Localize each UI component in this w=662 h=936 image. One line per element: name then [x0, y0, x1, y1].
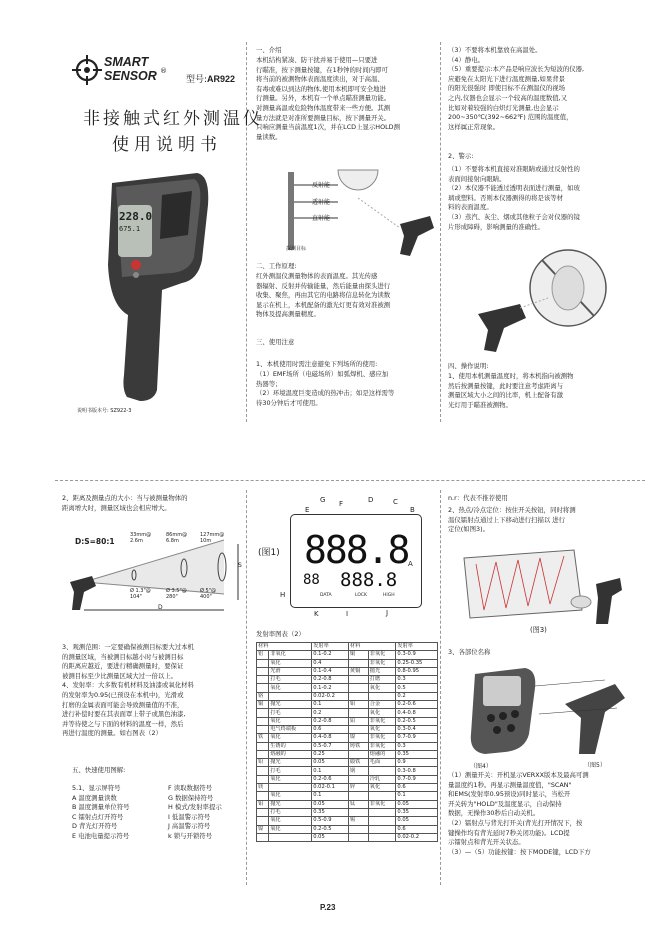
table-cell [257, 717, 269, 725]
table-cell: 0.2-0.8 [312, 717, 349, 725]
table-cell: 打毛 [269, 709, 312, 717]
table-row [257, 709, 438, 717]
spot-3: 127mm@ 10m [200, 532, 225, 544]
lcd-left-digits: 88 [303, 572, 320, 588]
transmit-label: 透射能 [312, 199, 331, 206]
table-cell: 0.02-0.2 [396, 833, 438, 841]
table-cell [348, 684, 368, 692]
table-cell: 钼 [257, 800, 269, 808]
intro-heading: 一、介绍 [256, 46, 282, 54]
table-cell: 锌 [348, 784, 368, 792]
table-cell: 镍 [348, 734, 368, 742]
table-cell: 氧化 [368, 684, 396, 692]
table-cell [257, 709, 269, 717]
caution-items: （3）不要将本机靠放在高温处。 （4）静电。 （5）重要提示:本产品是响应波长为短波的仪器, 应避免在太阳光下进行温度测量,如果背景 的阳光很强时 即使目标不在测温仪的视场 之内,仪器也会显示一个较高的温度数值,又 比如对着较强的白炽灯光测量,也会显示 200~350℃(392~662℉) 范围的温度值， 这样属正常现象。 [448, 46, 585, 131]
table-cell: 熔融的 [269, 750, 312, 758]
figure3-label: (图3) [530, 626, 547, 634]
warning-heading: 2、警示: [448, 152, 474, 160]
warning-list: （1）不要将本机直接对准眼睛或通过反射性的 表面间接射向眼睛。 （2）本仪器不能透过透明表面进行测量，如玻 璃或塑料。否则本仪器测得的将是该等材 料的表面温度。 （3）蒸汽、灰尘、烟或其他粒子会对仪器的镜 片形成障碍，影响测量的准确性。 [448, 165, 580, 231]
brand-logo [72, 55, 102, 89]
table-cell: 铜 [348, 651, 368, 659]
table-cell: 0.3 [396, 742, 438, 750]
lcd-callout-k: K [314, 610, 319, 618]
operation-heading: 四、操作说明: [448, 362, 489, 370]
table-cell [257, 808, 269, 816]
table-row [257, 742, 438, 750]
spot-5: Ø 3.5"@ 280" [166, 588, 187, 600]
brand-name-line2: SENSOR [104, 69, 157, 83]
table-cell: 氧化 [368, 784, 396, 792]
table-cell [269, 833, 312, 841]
table-cell: 抛光 [269, 701, 312, 709]
ds-ratio: D:S=80:1 [75, 537, 115, 546]
table-cell: 0.25-0.35 [396, 659, 438, 667]
table-cell [348, 808, 368, 816]
table-cell: 0.05 [312, 833, 349, 841]
table-cell: 0.1 [396, 792, 438, 800]
table-cell [348, 833, 368, 841]
table-cell: 非氧化 [368, 659, 396, 667]
column-divider [440, 42, 441, 422]
figure1-label: (图1) [258, 548, 280, 558]
table-cell [269, 692, 312, 700]
cautions-heading: 三、使用注意 [256, 338, 295, 346]
table-row [257, 684, 438, 692]
table-cell [348, 750, 368, 758]
spot-6: Ø 5"@ 400" [200, 588, 217, 600]
table-cell: 镁 [257, 784, 269, 792]
table-cell: 氧化 [269, 659, 312, 667]
lcd-lock-icon: LOCK [355, 593, 367, 598]
table-cell: 0.9 [396, 759, 438, 767]
table-cell: 氧化 [269, 684, 312, 692]
distance-text: 2、距离及测量点的大小：当与被测量物体的 距离增大时，测量区域也会相应增大。 [62, 494, 188, 512]
table-cell [368, 825, 396, 833]
table-cell [257, 676, 269, 684]
legend-right: F 读取数据符号 G 数据保持符号 H 模式/发射率提示 I 低温警示符号 J 高温警示符号 k 锁与开锁符号 [168, 784, 222, 840]
table-header-row: 材料 发射率 材料 发射率 [257, 643, 438, 651]
table-cell: 0.4-0.8 [312, 734, 349, 742]
table-cell: 0.4 [312, 659, 349, 667]
table-cell: 生锈的 [269, 742, 312, 750]
table-cell [257, 659, 269, 667]
table-cell: 0.05 [396, 800, 438, 808]
page-number: P.23 [320, 903, 336, 912]
crosshair-icon [72, 55, 102, 85]
cautions-list: （1）EMF场所（电磁场所）如弧焊机、感应加 热器等； （2）环境温度巨变造成的热冲击；如是这样需等 待30分钟后才可使用。 [256, 370, 395, 407]
lcd-callout-j: J [386, 609, 389, 617]
table-cell [257, 792, 269, 800]
table-cell: 氧化 [269, 734, 312, 742]
table-cell: 铂 [348, 717, 368, 725]
table-cell: 非氧化 [368, 800, 396, 808]
lcd-callout-a: A [408, 560, 413, 568]
table-cell: 打毛 [269, 676, 312, 684]
table-cell [348, 709, 368, 717]
table-cell: 0.2-0.6 [396, 701, 438, 709]
model-label: 型号:AR922 [186, 74, 236, 85]
table-cell: 0.1 [312, 792, 349, 800]
table-cell: 氧化 [269, 792, 312, 800]
lcd-data-icon: DATA [320, 593, 332, 598]
parts-illustration [455, 664, 635, 764]
table-cell: 0.1-0.2 [312, 651, 349, 659]
table-cell: 0.3 [396, 676, 438, 684]
spot-4: Ø 1.3"@ 104" [130, 588, 151, 600]
column-divider [440, 490, 441, 885]
table-cell: 0.2 [396, 692, 438, 700]
registered-mark: ® [160, 67, 167, 75]
table-row [257, 676, 438, 684]
table-cell: 非氧化 [368, 742, 396, 750]
quick-heading: 五、快速使用图解: [72, 766, 126, 774]
table-cell: 非氧化 [269, 651, 312, 659]
table-cell: 铜 [257, 701, 269, 709]
table-cell: 0.05 [312, 759, 349, 767]
table-cell: 氧化 [269, 817, 312, 825]
table-cell: 0.1 [312, 701, 349, 709]
legend-left: 5.1、显示屏符号 A 温度测量读数 B 温度测量单位符号 C 镭射点灯开符号 D 背光灯开符号 E 电池电量提示符号 [72, 784, 130, 840]
table-row [257, 717, 438, 725]
table-cell: 镍 [257, 825, 269, 833]
table-cell: 0.2-0.6 [312, 775, 349, 783]
table-cell [368, 833, 396, 841]
lcd-callout-f: F [339, 500, 344, 508]
table-cell: 氧化 [368, 709, 396, 717]
table-cell: 0.6 [312, 725, 349, 733]
table-cell: 0.05 [396, 817, 438, 825]
table-row [257, 701, 438, 709]
lcd-callout-i: I [346, 610, 349, 618]
doc-version: 说明书版本号: SZ922-3 [77, 408, 132, 414]
operation-body: 1、使用本机测量温度时，将本机指向被测物 然后按测量按键，此时要注意考虑距离与 测量区域大小之间的比率，机上配备有激 光灯用于瞄准被测物。 [448, 372, 574, 409]
lcd-main-digits: 888.8 [304, 528, 409, 572]
table-cell: 钼 [348, 701, 368, 709]
table-cell: 电气终端板 [269, 725, 312, 733]
lcd-callout-d: D [368, 496, 374, 504]
nr-note: n.r：代表不推荐使用 [448, 494, 508, 502]
figure5-label: （图5） [584, 762, 606, 769]
emissivity-title: 发射率图表（2） [256, 630, 305, 638]
table-cell: 0.3-0.8 [396, 767, 438, 775]
table-cell [269, 784, 312, 792]
table-cell [348, 725, 368, 733]
principle-heading: 二、工作原理: [256, 262, 297, 270]
table-cell: 0.5 [396, 684, 438, 692]
page-divider [55, 480, 645, 481]
spot-1: 33mm@ 2.6m [130, 532, 152, 544]
table-row [257, 651, 438, 659]
table-cell [368, 808, 396, 816]
table-cell: 铸铁 [348, 742, 368, 750]
column-divider [246, 42, 247, 422]
table-cell [368, 767, 396, 775]
table-cell: 0.1-0.2 [312, 684, 349, 692]
target-label: 探测目标 [286, 246, 307, 252]
table-cell: 铅 [257, 759, 269, 767]
table-cell: 钢 [348, 767, 368, 775]
lcd-callout-g: G [320, 496, 326, 504]
table-cell: 非氧化 [368, 651, 396, 659]
lcd-callout-e: E [305, 506, 310, 514]
brand-name-line1: SMART [104, 55, 149, 69]
device-reading: 228.0 [119, 210, 153, 223]
table-cell: 非氧化 [368, 734, 396, 742]
s-label: S [238, 562, 242, 569]
table-cell: 抛光 [269, 800, 312, 808]
table-row [257, 767, 438, 775]
table-cell: 冷轧 [368, 775, 396, 783]
table-cell: 0.1 [312, 767, 349, 775]
table-cell [368, 692, 396, 700]
hotcold-text: 2、热点/冷点定位：按住开关按钮，同时将测 温仪镭射点通过上下移动进行扫描以 进行 定位(如图3)。 [448, 506, 576, 534]
table-cell [257, 684, 269, 692]
table-cell: 0.2-0.8 [312, 676, 349, 684]
table-cell: 0.6 [396, 825, 438, 833]
table-cell [368, 817, 396, 825]
table-row [257, 808, 438, 816]
parts-heading: 3、各部位名称 [448, 648, 491, 656]
table-row [257, 817, 438, 825]
table-cell [348, 692, 368, 700]
table-row [257, 725, 438, 733]
principle-body: 红外测温仪测量物体的表面温度。其光传感 器辐射、反射并传输能量，然后能量由探头进行 收集、聚焦，再由其它的电路将信息转化为读数 显示在机上，本机配备的激光灯更有效对准被测 物体及提高测量精度。 [256, 272, 391, 319]
doc-subtitle: 使用说明书 [112, 135, 222, 155]
table-cell: 氧化 [269, 775, 312, 783]
table-row [257, 659, 438, 667]
table-cell: 0.7-0.9 [396, 734, 438, 742]
table-cell [257, 767, 269, 775]
table-cell: 铬 [257, 692, 269, 700]
table-cell [257, 833, 269, 841]
intro-body: 本机结构紧凑、防干扰并易于使用—只要进 行瞄准，按下测量按键，在1秒钟的时间内即可 将当前的被测物体表面温度读出，对于高温、 有毒或难以到达的物体,使用本机即可安全地进 行测量。另外，本机有一个单点瞄准测量功能。 对测量高温或危险物体温度带来一些方便。其测 量方法就是对准所要测量目标，按下测量开关。 只响应测量当前温度1次，并在LCD上显示HOLD测 量读数。 [256, 56, 400, 141]
table-cell [348, 792, 368, 800]
table-cell: 抛光 [368, 667, 396, 675]
table-cell: 0.6 [396, 784, 438, 792]
no-eye-illustration [468, 246, 618, 356]
table-cell: 氧化 [269, 825, 312, 833]
lcd-callout-b: B [410, 506, 415, 514]
table-cell: 铝 [257, 651, 269, 659]
table-row [257, 667, 438, 675]
table-cell: 0.3-0.9 [396, 651, 438, 659]
table-row [257, 792, 438, 800]
table-row [257, 800, 438, 808]
thermometer-photo [102, 165, 212, 405]
table-cell: 0.4-0.8 [396, 709, 438, 717]
table-cell: 0.35 [396, 808, 438, 816]
table-cell [368, 792, 396, 800]
table-cell [348, 659, 368, 667]
doc-title: 非接触式红外测温仪 [83, 109, 263, 129]
d-label: D [158, 604, 163, 611]
table-row [257, 734, 438, 742]
table-cell: 0.35 [396, 750, 438, 758]
table-cell [257, 742, 269, 750]
table-row [257, 775, 438, 783]
table-cell: 抛光 [269, 759, 312, 767]
table-cell: 铁 [257, 734, 269, 742]
table-cell: 0.02-0.1 [312, 784, 349, 792]
table-cell: 0.2-0.5 [312, 825, 349, 833]
table-cell: 打毛 [269, 808, 312, 816]
table-cell [348, 775, 368, 783]
spot-2: 86mm@ 6.8m [166, 532, 188, 544]
table-cell: 0.7-0.9 [396, 775, 438, 783]
table-cell: 打毛 [269, 767, 312, 775]
observation-text: 3、观测范围：一定要确保被测目标要大过本机 的测量区域，当被测目标越小时与被测目标 的距离应越近，要进行精确测量时，要保证 被测目标至少比测量区域大过一倍以上。 4、发射率：大多数有机材料及油漆或氧化材料 的发射率为0.95(已预设在本机中)，光滑或 打磨的金属表面可能会导致测量值的不准， 进行补偿时要在其表面罩上带子或黑色油漆, 并等待使之与下面的材料的温度一样，然后 再进行温度的测量。如右图表（2） [62, 643, 194, 738]
table-cell [257, 817, 269, 825]
table-cell: 光滑 [269, 667, 312, 675]
table-cell: 氧化 [368, 725, 396, 733]
table-cell: 锡 [348, 817, 368, 825]
table-cell [257, 775, 269, 783]
table-cell: 0.05 [312, 800, 349, 808]
table-cell: 0.35 [312, 808, 349, 816]
table-cell: 黄铜 [348, 667, 368, 675]
table-cell: 0.3-0.4 [396, 725, 438, 733]
table-cell [257, 750, 269, 758]
lcd-callout-h: H [280, 591, 286, 599]
table-cell: 0.2-0.5 [396, 717, 438, 725]
table-cell: 0.02-0.2 [312, 692, 349, 700]
table-cell: 氧化 [269, 717, 312, 725]
table-cell: 0.8-0.95 [396, 667, 438, 675]
reflect-label: 反射能 [312, 182, 331, 189]
table-row [257, 833, 438, 841]
scan-illustration [456, 544, 626, 634]
table-cell: 打磨 [368, 676, 396, 684]
parts-description: （1）测量开关：开机显示VERXX版本及最高可测 量温度约1秒。再显示测量温度值，"SCAN" 和EMS(发射率0.95预设)同时显示，当松开 开关转为"HOLD"及温度显示，自动保持 数据，无操作30秒后自动关机。 （2）镭射点与背光打开关(背光打开情况下，按 键操作均有背光延时7秒关闭功能)。LCD提 示镭射点和背光开关状态。 （3）—（5）功能按键：按下MODE键，LCD下方 [448, 771, 591, 856]
table-row [257, 750, 438, 758]
table-cell: 0.2 [312, 709, 349, 717]
lcd-high-icon: HIGH [383, 593, 395, 598]
lcd-callout-c: C [393, 498, 398, 506]
table-row [257, 692, 438, 700]
table-cell: 合金 [368, 701, 396, 709]
table-cell: 非氧化 [368, 717, 396, 725]
table-row [257, 784, 438, 792]
table-cell: 0.25 [312, 750, 349, 758]
device-subreading: 675.1 [119, 225, 141, 233]
table-cell: 毛面 [368, 759, 396, 767]
emissivity-table [256, 642, 438, 842]
figure4-label: （图4） [470, 763, 492, 770]
table-cell: 0.1-0.4 [312, 667, 349, 675]
table-cell [257, 725, 269, 733]
table-cell: 熔融的 [368, 750, 396, 758]
energy-diagram [268, 158, 438, 258]
table-cell: 0.5-0.7 [312, 742, 349, 750]
column-divider [246, 490, 247, 885]
table-row [257, 759, 438, 767]
table-cell [348, 825, 368, 833]
table-cell: 0.5-0.9 [312, 817, 349, 825]
table-cell [348, 676, 368, 684]
table-row [257, 825, 438, 833]
cautions-intro: 1、本机使用时需注意避免下列场所的使用: [256, 360, 378, 368]
direct-label: 直射能 [312, 215, 331, 222]
table-cell: 钛 [348, 800, 368, 808]
lcd-sub-digits: 888.8 [340, 569, 398, 591]
table-cell: 锻铁 [348, 759, 368, 767]
table-cell [257, 667, 269, 675]
